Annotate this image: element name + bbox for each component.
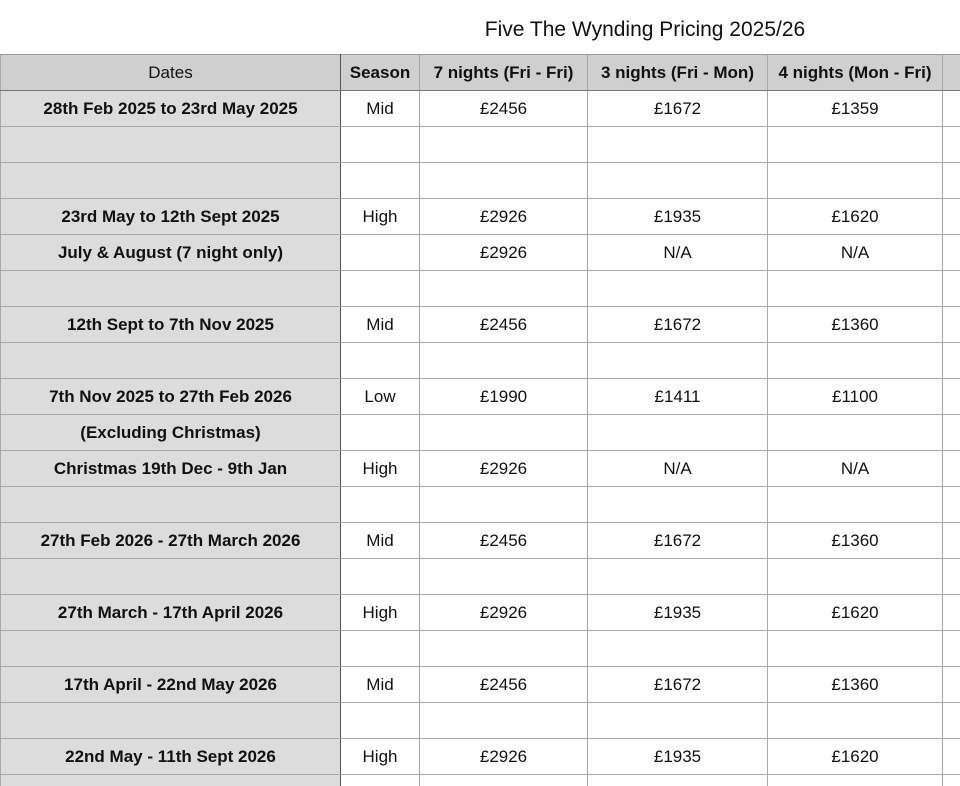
table-row	[1, 199, 960, 235]
date-cell[interactable]	[1, 775, 341, 786]
price-3-nights-cell[interactable]	[588, 271, 768, 307]
extra-cell[interactable]	[943, 487, 960, 523]
extra-cell[interactable]	[943, 307, 960, 343]
price-7-nights-cell[interactable]	[420, 343, 588, 379]
extra-cell[interactable]	[943, 667, 960, 703]
price-7-nights-cell[interactable]	[420, 415, 588, 451]
season-cell[interactable]	[341, 487, 420, 523]
price-3-nights-cell[interactable]: N/A	[588, 235, 768, 271]
price-3-nights-cell[interactable]: £1672	[588, 91, 768, 127]
extra-cell[interactable]	[943, 235, 960, 271]
table-row	[1, 667, 960, 703]
season-cell[interactable]	[341, 559, 420, 595]
price-7-nights-cell[interactable]	[420, 487, 588, 523]
header-season[interactable]: Season	[341, 55, 420, 91]
season-cell[interactable]: High	[341, 739, 420, 775]
header-7-nights[interactable]: 7 nights (Fri - Fri)	[420, 55, 588, 91]
date-cell[interactable]	[1, 703, 341, 739]
price-7-nights-cell[interactable]: £2926	[420, 451, 588, 487]
table-row	[1, 343, 960, 379]
season-cell[interactable]: Mid	[341, 667, 420, 703]
date-cell[interactable]: 27th March - 17th April 2026	[1, 595, 341, 631]
date-cell[interactable]: 17th April - 22nd May 2026	[1, 667, 341, 703]
season-cell[interactable]: High	[341, 199, 420, 235]
header-3-nights[interactable]: 3 nights (Fri - Mon)	[588, 55, 768, 91]
season-cell[interactable]	[341, 631, 420, 667]
season-cell[interactable]	[341, 775, 420, 786]
price-7-nights-cell[interactable]	[420, 163, 588, 199]
header-4-nights[interactable]: 4 nights (Mon - Fri)	[768, 55, 943, 91]
price-3-nights-cell[interactable]: £1935	[588, 199, 768, 235]
price-7-nights-cell[interactable]: £2926	[420, 739, 588, 775]
header-extra-column[interactable]	[943, 55, 960, 91]
table-row	[1, 595, 960, 631]
season-cell[interactable]: Mid	[341, 307, 420, 343]
date-cell[interactable]	[1, 631, 341, 667]
price-7-nights-cell[interactable]: £2926	[420, 199, 588, 235]
price-3-nights-cell[interactable]	[588, 631, 768, 667]
date-cell[interactable]: 12th Sept to 7th Nov 2025	[1, 307, 341, 343]
season-cell[interactable]: High	[341, 595, 420, 631]
date-cell[interactable]	[1, 343, 341, 379]
price-7-nights-cell[interactable]: £2456	[420, 523, 588, 559]
pricing-table-container	[0, 54, 960, 786]
price-4-nights-cell[interactable]: £1100	[768, 379, 943, 415]
season-cell[interactable]	[341, 343, 420, 379]
price-3-nights-cell[interactable]: £1672	[588, 667, 768, 703]
season-cell[interactable]: Low	[341, 379, 420, 415]
extra-cell[interactable]	[943, 631, 960, 667]
price-3-nights-cell[interactable]: £1935	[588, 595, 768, 631]
price-3-nights-cell[interactable]: £1935	[588, 739, 768, 775]
price-7-nights-cell[interactable]	[420, 703, 588, 739]
price-4-nights-cell[interactable]	[768, 343, 943, 379]
date-cell[interactable]: 27th Feb 2026 - 27th March 2026	[1, 523, 341, 559]
date-cell[interactable]: 23rd May to 12th Sept 2025	[1, 199, 341, 235]
date-cell[interactable]: 22nd May - 11th Sept 2026	[1, 739, 341, 775]
table-row	[1, 235, 960, 271]
table-row	[1, 775, 960, 786]
price-4-nights-cell[interactable]	[768, 127, 943, 163]
price-3-nights-cell[interactable]: £1411	[588, 379, 768, 415]
season-cell[interactable]	[341, 415, 420, 451]
table-row	[1, 703, 960, 739]
table-row	[1, 487, 960, 523]
price-3-nights-cell[interactable]: £1672	[588, 523, 768, 559]
table-row	[1, 163, 960, 199]
season-cell[interactable]: High	[341, 451, 420, 487]
price-7-nights-cell[interactable]	[420, 271, 588, 307]
price-4-nights-cell[interactable]: £1360	[768, 523, 943, 559]
extra-cell[interactable]	[943, 199, 960, 235]
price-3-nights-cell[interactable]	[588, 127, 768, 163]
table-row	[1, 559, 960, 595]
table-row	[1, 739, 960, 775]
price-3-nights-cell[interactable]: £1672	[588, 307, 768, 343]
price-3-nights-cell[interactable]	[588, 343, 768, 379]
extra-cell[interactable]	[943, 559, 960, 595]
price-7-nights-cell[interactable]: £2456	[420, 91, 588, 127]
price-3-nights-cell[interactable]	[588, 559, 768, 595]
extra-cell[interactable]	[943, 415, 960, 451]
price-3-nights-cell[interactable]	[588, 487, 768, 523]
extra-cell[interactable]	[943, 595, 960, 631]
price-3-nights-cell[interactable]	[588, 163, 768, 199]
table-row	[1, 523, 960, 559]
header-row	[1, 55, 960, 91]
price-3-nights-cell[interactable]	[588, 775, 768, 786]
price-3-nights-cell[interactable]: N/A	[588, 451, 768, 487]
price-4-nights-cell[interactable]: £1620	[768, 595, 943, 631]
pricing-table	[0, 54, 960, 786]
price-4-nights-cell[interactable]	[768, 271, 943, 307]
price-7-nights-cell[interactable]: £1990	[420, 379, 588, 415]
date-cell[interactable]: 28th Feb 2025 to 23rd May 2025	[1, 91, 341, 127]
price-4-nights-cell[interactable]	[768, 487, 943, 523]
extra-cell[interactable]	[943, 703, 960, 739]
extra-cell[interactable]	[943, 271, 960, 307]
extra-cell[interactable]	[943, 379, 960, 415]
date-cell[interactable]: (Excluding Christmas)	[1, 415, 341, 451]
sheet-title: Five The Wynding Pricing 2025/26	[484, 18, 806, 41]
extra-cell[interactable]	[943, 451, 960, 487]
price-4-nights-cell[interactable]: N/A	[768, 451, 943, 487]
season-cell[interactable]: Mid	[341, 91, 420, 127]
table-row	[1, 451, 960, 487]
extra-cell[interactable]	[943, 523, 960, 559]
price-4-nights-cell[interactable]	[768, 703, 943, 739]
date-cell[interactable]: 7th Nov 2025 to 27th Feb 2026	[1, 379, 341, 415]
price-4-nights-cell[interactable]	[768, 163, 943, 199]
price-4-nights-cell[interactable]: £1360	[768, 307, 943, 343]
table-row	[1, 127, 960, 163]
extra-cell[interactable]	[943, 775, 960, 786]
table-row	[1, 415, 960, 451]
table-row	[1, 91, 960, 127]
price-3-nights-cell[interactable]	[588, 415, 768, 451]
price-7-nights-cell[interactable]	[420, 631, 588, 667]
price-7-nights-cell[interactable]: £2926	[420, 235, 588, 271]
season-cell[interactable]	[341, 235, 420, 271]
price-7-nights-cell[interactable]	[420, 775, 588, 786]
price-7-nights-cell[interactable]: £2456	[420, 667, 588, 703]
price-4-nights-cell[interactable]	[768, 559, 943, 595]
date-cell[interactable]	[1, 487, 341, 523]
season-cell[interactable]: Mid	[341, 523, 420, 559]
price-4-nights-cell[interactable]	[768, 775, 943, 786]
price-4-nights-cell[interactable]	[768, 415, 943, 451]
extra-cell[interactable]	[943, 343, 960, 379]
price-7-nights-cell[interactable]: £2456	[420, 307, 588, 343]
table-row	[1, 631, 960, 667]
table-row	[1, 379, 960, 415]
price-4-nights-cell[interactable]: £1620	[768, 739, 943, 775]
extra-cell[interactable]	[943, 91, 960, 127]
season-cell[interactable]	[341, 271, 420, 307]
table-row	[1, 271, 960, 307]
price-7-nights-cell[interactable]	[420, 559, 588, 595]
extra-cell[interactable]	[943, 739, 960, 775]
date-cell[interactable]	[1, 271, 341, 307]
extra-cell[interactable]	[943, 127, 960, 163]
date-cell[interactable]	[1, 127, 341, 163]
date-cell[interactable]: Christmas 19th Dec - 9th Jan	[1, 451, 341, 487]
price-4-nights-cell[interactable]: £1360	[768, 667, 943, 703]
season-cell[interactable]	[341, 163, 420, 199]
price-4-nights-cell[interactable]	[768, 631, 943, 667]
extra-cell[interactable]	[943, 163, 960, 199]
season-cell[interactable]	[341, 703, 420, 739]
date-cell[interactable]: July & August (7 night only)	[1, 235, 341, 271]
price-3-nights-cell[interactable]	[588, 703, 768, 739]
date-cell[interactable]	[1, 559, 341, 595]
price-4-nights-cell[interactable]: N/A	[768, 235, 943, 271]
season-cell[interactable]	[341, 127, 420, 163]
price-4-nights-cell[interactable]: £1620	[768, 199, 943, 235]
date-cell[interactable]	[1, 163, 341, 199]
table-row	[1, 307, 960, 343]
price-7-nights-cell[interactable]: £2926	[420, 595, 588, 631]
header-dates[interactable]: Dates	[1, 55, 341, 91]
price-7-nights-cell[interactable]	[420, 127, 588, 163]
price-4-nights-cell[interactable]: £1359	[768, 91, 943, 127]
